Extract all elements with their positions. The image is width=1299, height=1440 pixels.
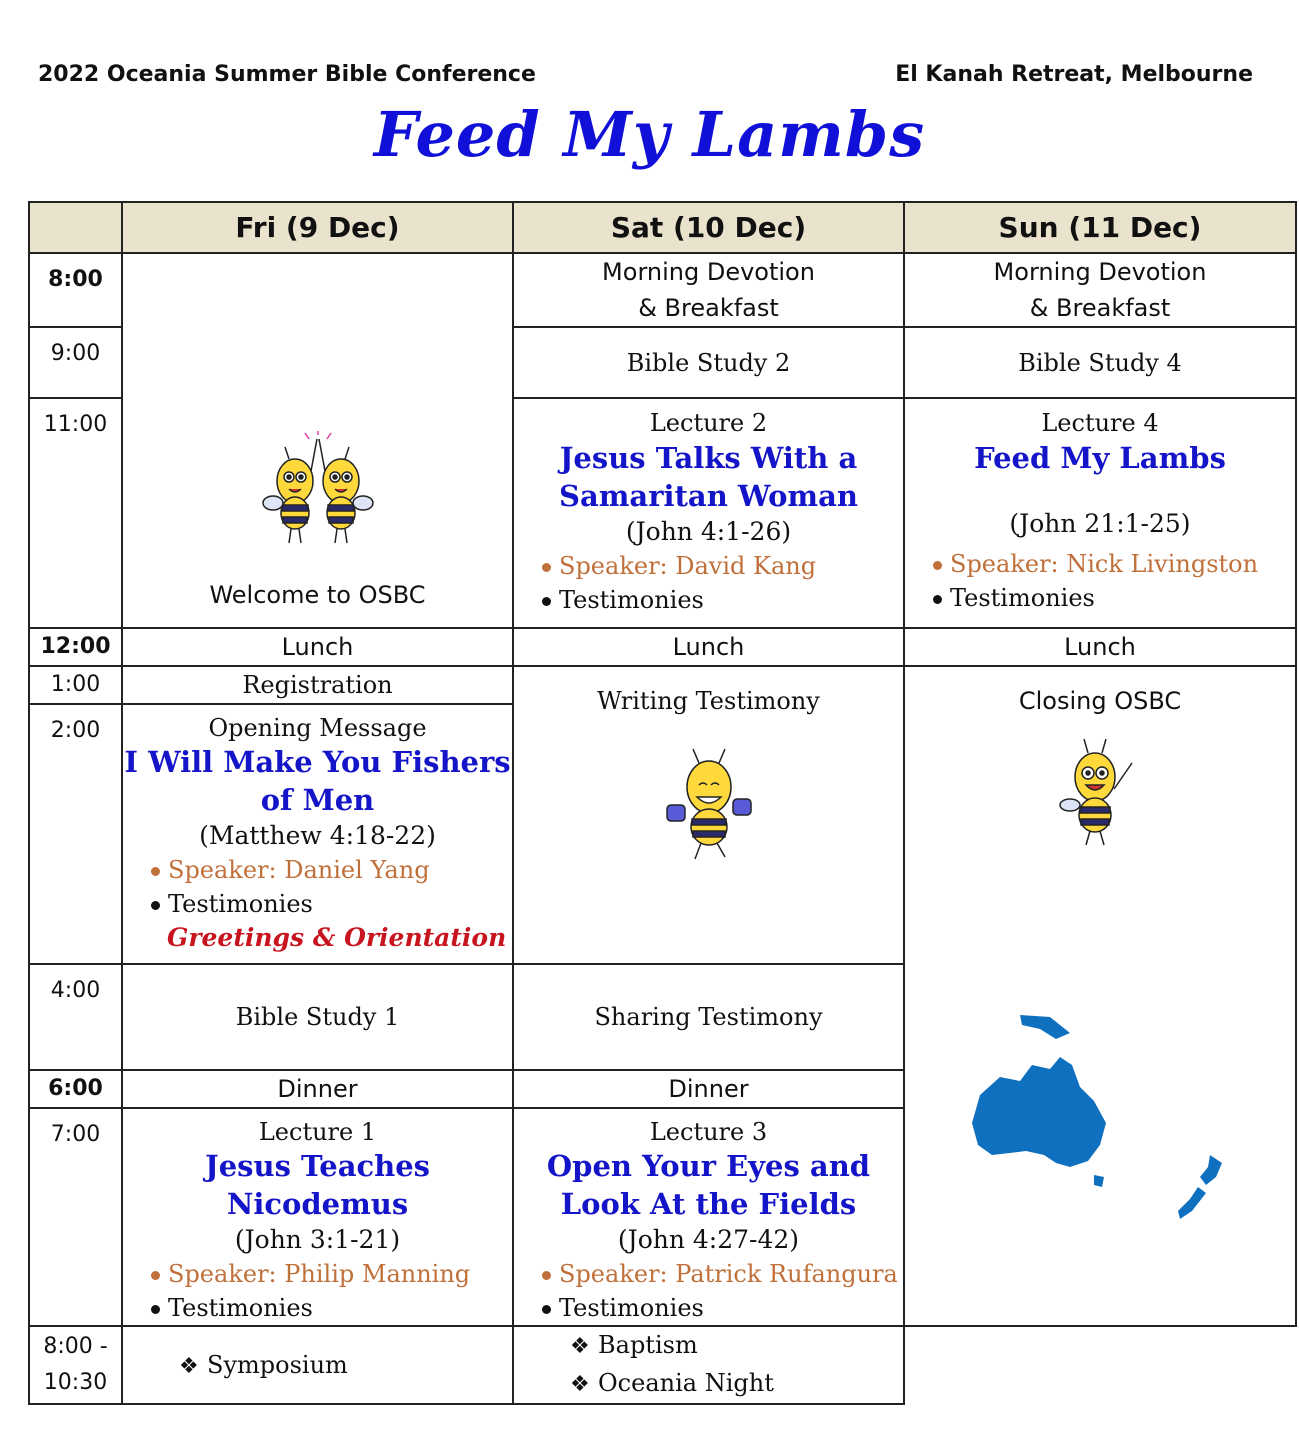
sat-devotion-line2: & Breakfast — [638, 294, 779, 322]
sun-lecture-4-ref: (John 21:1-25) — [1009, 509, 1191, 538]
lecture-1-title-1: Jesus Teaches — [204, 1149, 431, 1183]
time-9am: 9:00 — [29, 327, 122, 398]
opening-testimonies: Testimonies — [151, 887, 512, 921]
sat-devotion — [513, 253, 904, 327]
corner-cell — [29, 202, 122, 253]
sat-evening — [513, 1326, 904, 1404]
lecture-1-speaker: Speaker: Philip Manning — [151, 1257, 512, 1291]
lecture-3-testimonies: Testimonies — [542, 1291, 903, 1325]
fri-welcome-cell — [122, 253, 513, 628]
header-row — [29, 202, 1296, 253]
fri-symposium: ❖ Symposium — [122, 1326, 513, 1404]
sat-lecture-2-title-1: Jesus Talks With a — [559, 441, 858, 475]
time-2pm: 2:00 — [29, 704, 122, 964]
venue-name: El Kanah Retreat, Melbourne — [895, 62, 1253, 87]
sat-lecture-2-title-2: Samaritan Woman — [559, 479, 858, 513]
sun-lecture-4 — [904, 398, 1296, 628]
lecture-3-speaker: Speaker: Patrick Rufangura — [542, 1257, 903, 1291]
opening-speaker: Speaker: Daniel Yang — [151, 853, 512, 887]
time-7pm: 7:00 — [29, 1108, 122, 1326]
sun-devotion-line1: Morning Devotion — [993, 258, 1207, 286]
time-11am: 11:00 — [29, 398, 122, 628]
time-1pm: 1:00 — [29, 666, 122, 704]
sat-writing-testimony — [513, 666, 904, 964]
sat-oceania-night: ❖ Oceania Night — [570, 1365, 903, 1403]
diamond-bullet-icon: ❖ — [570, 1334, 590, 1359]
page-title: Feed My Lambs — [373, 98, 926, 171]
sun-lecture-4-label: Lecture 4 — [1041, 409, 1159, 437]
time-6pm: 6:00 — [29, 1070, 122, 1108]
fri-dinner: Dinner — [122, 1070, 513, 1108]
sat-lecture-2-speaker: Speaker: David Kang — [542, 549, 903, 583]
diamond-bullet-icon: ❖ — [179, 1354, 199, 1379]
lecture-3-title-1: Open Your Eyes and — [546, 1149, 871, 1183]
sat-lecture-2-ref: (John 4:1-26) — [625, 517, 792, 546]
conference-name: 2022 Oceania Summer Bible Conference — [38, 62, 536, 87]
sun-closing-cell — [904, 666, 1296, 1326]
sat-devotion-line1: Morning Devotion — [602, 258, 815, 286]
lecture-1-testimonies: Testimonies — [151, 1291, 512, 1325]
greetings-orientation: Greetings & Orientation — [167, 923, 507, 952]
fri-registration: Registration — [122, 666, 513, 704]
opening-title-1: I Will Make You Fishers — [124, 745, 511, 779]
sat-baptism: ❖ Baptism — [570, 1327, 903, 1365]
lecture-3-title-2: Look At the Fields — [560, 1187, 857, 1221]
diamond-bullet-icon: ❖ — [570, 1372, 590, 1397]
sun-devotion-line2: & Breakfast — [1029, 294, 1171, 322]
lecture-3-label: Lecture 3 — [649, 1118, 768, 1146]
time-12pm: 12:00 — [29, 628, 122, 666]
lecture-1-ref: (John 3:1-21) — [234, 1225, 401, 1254]
sat-lecture-2-testimonies: Testimonies — [542, 583, 903, 617]
sun-devotion — [904, 253, 1296, 327]
schedule-table — [28, 201, 1297, 1405]
sat-bible-study-2: Bible Study 2 — [513, 327, 904, 398]
opening-message-label: Opening Message — [208, 714, 427, 742]
opening-title-2: of Men — [260, 783, 375, 817]
sat-lecture-2-label: Lecture 2 — [649, 409, 768, 437]
bee-waving-icon — [1050, 735, 1150, 855]
col-fri: Fri (9 Dec) — [122, 202, 513, 253]
fri-opening-message — [122, 704, 513, 964]
sun-lecture-4-testimonies: Testimonies — [933, 581, 1295, 615]
sun-lecture-4-speaker: Speaker: Nick Livingston — [933, 547, 1295, 581]
time-1030pm-end: 10:30 — [43, 1370, 108, 1395]
sat-lunch: Lunch — [513, 628, 904, 666]
bee-thumbs-up-icon — [649, 745, 769, 865]
sun-lunch: Lunch — [904, 628, 1296, 666]
sun-lecture-4-title: Feed My Lambs — [974, 441, 1226, 475]
sat-sharing-testimony: Sharing Testimony — [513, 964, 904, 1070]
fri-lecture-1 — [122, 1108, 513, 1326]
time-4pm: 4:00 — [29, 964, 122, 1070]
time-8am: 8:00 — [29, 253, 122, 327]
bees-high-five-icon — [253, 431, 383, 551]
closing-osbc-text: Closing OSBC — [1018, 687, 1182, 715]
sun-bible-study-4: Bible Study 4 — [904, 327, 1296, 398]
welcome-text: Welcome to OSBC — [209, 581, 426, 609]
writing-testimony-text: Writing Testimony — [597, 687, 820, 715]
lecture-3-ref: (John 4:27-42) — [617, 1225, 800, 1254]
fri-bible-study-1: Bible Study 1 — [122, 964, 513, 1070]
fri-lunch: Lunch — [122, 628, 513, 666]
col-sat: Sat (10 Dec) — [513, 202, 904, 253]
lecture-1-label: Lecture 1 — [258, 1118, 377, 1146]
col-sun: Sun (11 Dec) — [904, 202, 1296, 253]
sat-lecture-2 — [513, 398, 904, 628]
oceania-map-icon — [960, 1005, 1240, 1235]
time-8pm-start: 8:00 - — [43, 1334, 108, 1359]
time-8pm-1030pm — [29, 1326, 122, 1404]
sat-lecture-3 — [513, 1108, 904, 1326]
opening-ref: (Matthew 4:18-22) — [199, 821, 436, 850]
lecture-1-title-2: Nicodemus — [226, 1187, 409, 1221]
sat-dinner: Dinner — [513, 1070, 904, 1108]
